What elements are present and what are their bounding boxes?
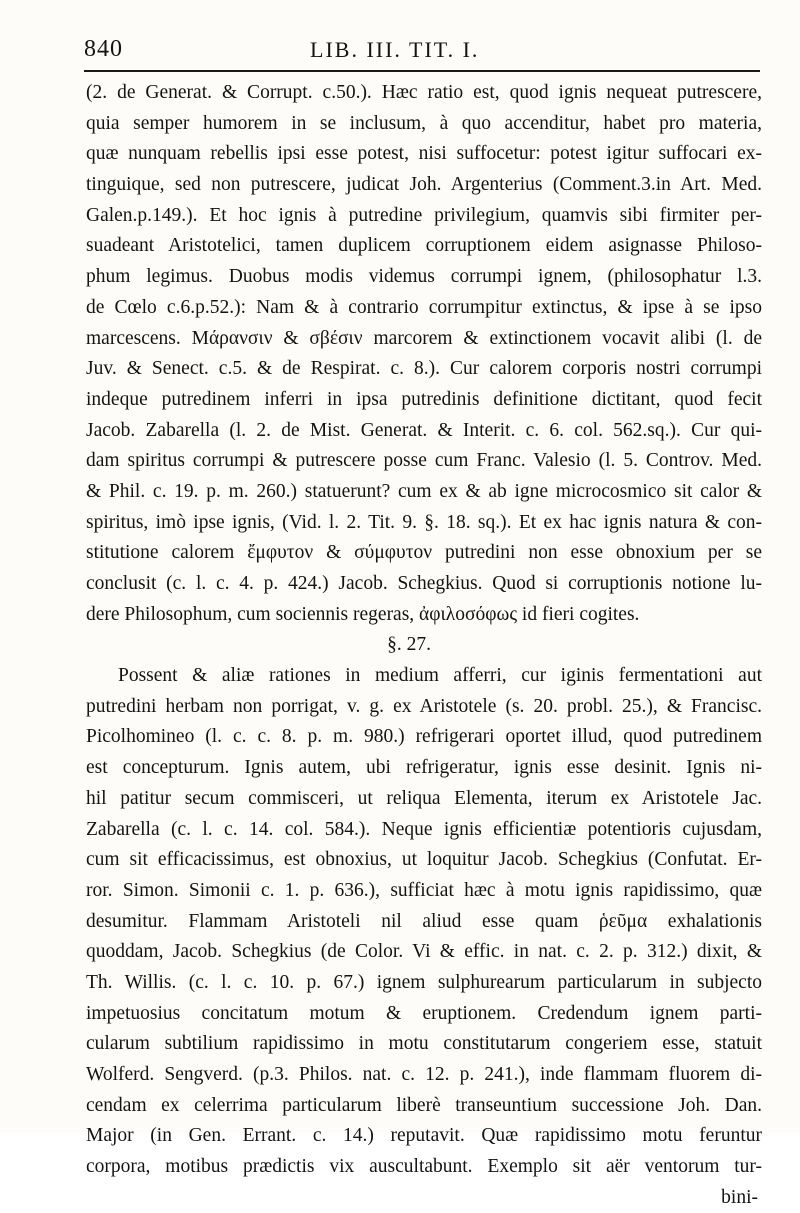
page-header [84, 36, 764, 66]
text-line: desumitur. Flammam Aristoteli nil aliud esse quam ῥεῦμα exhalationis [86, 910, 762, 932]
text-line: Wolferd. Sengverd. (p.3. Philos. nat. c. 12. p. 241.), inde flammam fluorem di- [86, 1064, 762, 1085]
text-line: spiritus, imò ipse ignis, (Vid. l. 2. Tit. 9. §. 18. sq.). Et ex hac ignis natura & con- [86, 511, 762, 533]
text-line: quæ nunquam rebellis ipsi esse potest, nisi suffocetur: potest igitur suffocari ex- [86, 143, 762, 165]
text-line: Zabarella (c. l. c. 14. col. 584.). Neque ignis efficientiæ potentioris cujusdam, [86, 818, 762, 840]
text-line: phum legimus. Duobus modis videmus corrumpi ignem, (philosophatur l.3. [86, 266, 762, 288]
text-line-hyphen-continuation: bini- [721, 1186, 758, 1208]
text-line: dam spiritus corrumpi & putrescere posse cum Franc. Valesio (l. 5. Controv. Med. [86, 450, 762, 472]
text-line: est concepturum. Ignis autem, ubi refrigeratur, ignis esse desinit. Ignis ni- [86, 757, 762, 779]
header-rule [84, 70, 760, 72]
text-line: Th. Willis. (c. l. c. 10. p. 67.) ignem sulphurearum particularum in subjecto [86, 971, 762, 993]
text-line: Juv. & Senect. c.5. & de Respirat. c. 8.). Cur calorem corporis nostri corrumpi [86, 358, 762, 380]
text-line: suadeant Aristotelici, tamen duplicem corruptionem eidem asignasse Philoso- [86, 235, 762, 257]
text-line: cendam ex celerrima particularum liberè transeuntium successione Joh. Dan. [86, 1094, 762, 1116]
page-number: 840 [84, 36, 123, 62]
text-line: putredini herbam non porrigat, v. g. ex Aristotele (s. 20. probl. 25.), & Francisc. [86, 695, 762, 717]
text-line: cum sit efficacissimus, est obnoxius, ut loquitur Jacob. Schegkius (Confutat. Er- [86, 849, 762, 871]
text-line: & Phil. c. 19. p. m. 260.) statuerunt? cum ex & ab igne microcosmico sit calor & [86, 480, 762, 502]
text-line: dere Philosophum, cum sociennis regeras, ἀφιλοσόφως id fieri cogites. [86, 603, 640, 625]
text-line: cularum subtilium rapidissimo in motu constitutarum congeriem esse, statuit [86, 1033, 762, 1055]
running-title: LIB. III. TIT. I. [310, 37, 480, 62]
text-line: ror. Simon. Simonii c. 1. p. 636.), sufficiat hæc à motu ignis rapidissimo, quæ [86, 879, 762, 901]
text-line: Major (in Gen. Errant. c. 14.) reputavit. Quæ rapidissimo motu feruntur [86, 1125, 762, 1147]
text-line: Picolhomineo (l. c. c. 8. p. m. 980.) refrigerari oportet illud, quod putredinem [86, 726, 762, 748]
body-text [86, 78, 762, 1213]
text-line: Galen.p.149.). Et hoc ignis à putredine privilegium, quamvis sibi firmiter per- [86, 204, 762, 226]
text-line: tinguique, sed non putrescere, judicat Joh. Argenterius (Comment.3.in Art. Med. [86, 174, 762, 196]
text-line: Possent & aliæ rationes in medium afferri, cur iginis fermentationi aut [118, 665, 762, 687]
text-line: hil patitur secum commisceri, ut reliqua Elementa, iterum ex Aristotele Jac. [86, 787, 762, 809]
text-line: corpora, motibus prædictis vix auscultabunt. Exemplo sit aër ventorum tur- [86, 1156, 762, 1178]
text-line: quoddam, Jacob. Schegkius (de Color. Vi & effic. in nat. c. 2. p. 312.) dixit, & [86, 941, 762, 963]
text-line: indeque putredinem inferri in ipsa putredinis definitione dictitant, quod fecit [86, 388, 762, 410]
text-line: (2. de Generat. & Corrupt. c.50.). Hæc ratio est, quod ignis nequeat putrescere, [86, 82, 762, 103]
text-line: quia semper humorem in se inclusum, à quo accenditur, habet pro materia, [86, 112, 762, 134]
text-line: stitutione calorem ἔμφυτον & σύμφυτον putredini non esse obnoxium per se [86, 542, 762, 564]
section-heading: §. 27. [387, 634, 431, 656]
text-line: impetuosius concitatum motum & eruptionem. Credendum ignem parti- [86, 1002, 762, 1024]
text-line: Jacob. Zabarella (l. 2. de Mist. Generat. & Interit. c. 6. col. 562.sq.). Cur qui- [86, 419, 762, 441]
text-line: de Cœlo c.6.p.52.): Nam & à contrario corrumpitur extinctus, & ipse à se ipso [86, 296, 762, 318]
text-line: conclusit (c. l. c. 4. p. 424.) Jacob. Schegkius. Quod si corruptionis notione lu- [86, 573, 762, 594]
text-line: marcescens. Μάρανσιν & σβέσιν marcorem & extinctionem vocavit alibi (l. de [86, 327, 762, 349]
